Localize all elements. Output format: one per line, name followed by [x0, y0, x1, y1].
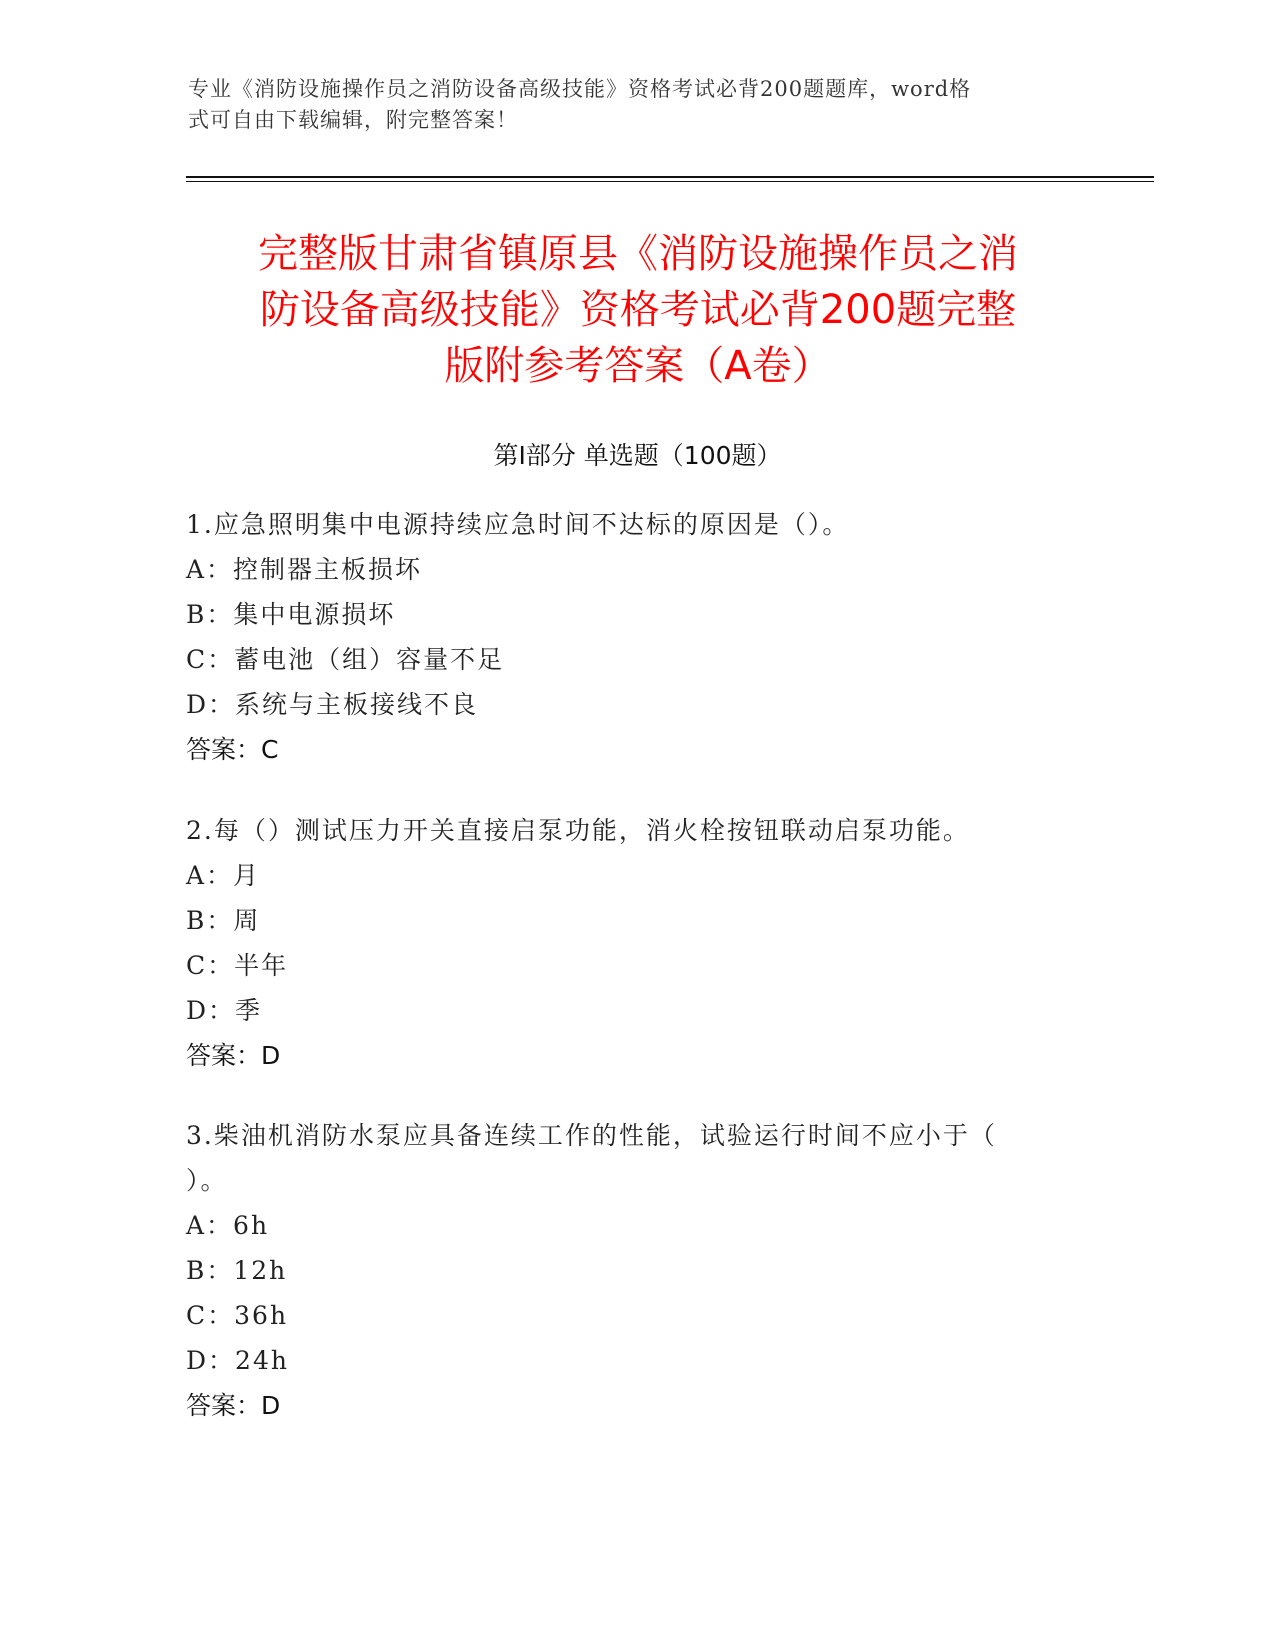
question-stem: 1.应急照明集中电源持续应急时间不达标的原因是（）。	[186, 510, 850, 539]
question-option-b: B：12h	[186, 1256, 288, 1285]
header-note-line-2: 式可自由下载编辑，附完整答案！	[188, 108, 518, 132]
document-title-line-3: 版附参考答案（A卷）	[444, 343, 832, 389]
document-title-line-2: 防设备高级技能》资格考试必背200题完整	[259, 287, 1017, 333]
question-option-d: D：系统与主板接线不良	[186, 690, 479, 719]
question-answer: 答案：D	[186, 1041, 281, 1070]
header-note	[188, 74, 1068, 136]
question-option-c: C：半年	[186, 951, 289, 980]
question-1	[186, 502, 1086, 772]
document-title-line-1: 完整版甘肃省镇原县《消防设施操作员之消	[258, 231, 1018, 277]
question-option-a: A：6h	[186, 1211, 270, 1240]
question-stem	[186, 1113, 1086, 1203]
question-option-b: B：集中电源损坏	[186, 600, 396, 629]
header-note-line-1: 专业《消防设施操作员之消防设备高级技能》资格考试必背200题题库，word格	[188, 77, 972, 101]
question-answer: 答案：C	[186, 735, 279, 764]
question-2	[186, 808, 1086, 1078]
header-divider-thick	[186, 176, 1154, 178]
question-answer: 答案：D	[186, 1391, 281, 1420]
question-option-d: D：24h	[186, 1346, 289, 1375]
question-3	[186, 1113, 1086, 1428]
question-stem-line-1: 3.柴油机消防水泵应具备连续工作的性能，试验运行时间不应小于（	[186, 1121, 997, 1150]
question-option-d: D：季	[186, 996, 263, 1025]
header-divider-thin	[186, 181, 1154, 182]
question-option-a: A：月	[186, 861, 261, 890]
question-option-c: C：蓄电池（组）容量不足	[186, 645, 505, 674]
question-option-b: B：周	[186, 906, 261, 935]
question-option-c: C：36h	[186, 1301, 289, 1330]
question-option-a: A：控制器主板损坏	[186, 555, 423, 584]
document-title	[188, 226, 1088, 394]
question-stem-line-2: ）。	[186, 1166, 228, 1195]
question-stem: 2.每（）测试压力开关直接启泵功能，消火栓按钮联动启泵功能。	[186, 816, 970, 845]
section-title: 第Ⅰ部分 单选题（100题）	[493, 441, 782, 470]
